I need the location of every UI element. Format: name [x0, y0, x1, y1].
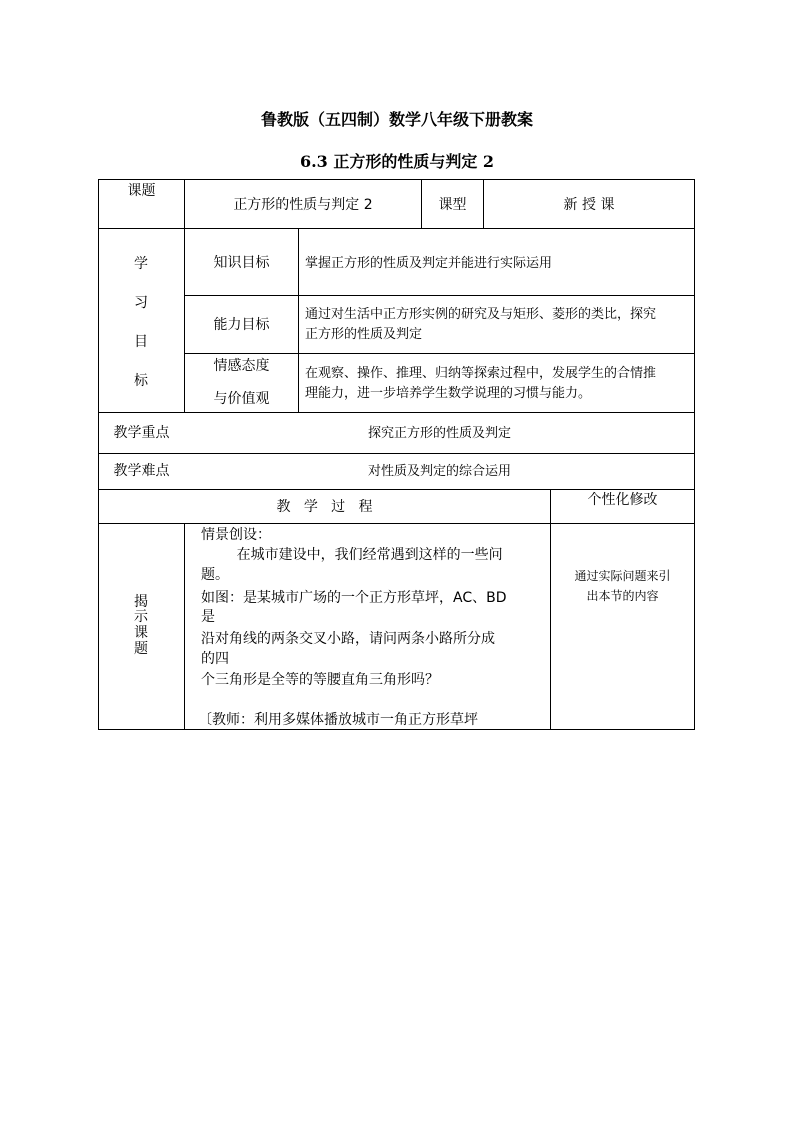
emotion-objective-line-1: 在观察、操作、推理、归纳等探索过程中，发展学生的合情推: [305, 366, 657, 381]
process-line: 的四: [201, 651, 229, 667]
knowledge-objective-label: 知识目标: [213, 255, 270, 271]
modify-note-line-1: 通过实际问题来引: [574, 569, 671, 583]
emotion-objective-label-line-1: 情感态度: [213, 358, 270, 374]
emotion-objective-line-2: 理能力，进一步培养学生数学说理的习惯与能力。: [305, 386, 592, 401]
process-line: 是: [201, 609, 215, 625]
ability-objective-line-2: 正方形的性质及判定: [305, 327, 423, 342]
process-line: 情景创设：: [201, 527, 271, 543]
modify-note-line-2: 出本节的内容: [586, 589, 659, 603]
emotion-objective-label-line-2: 与价值观: [213, 391, 270, 407]
objectives-label-char-3: 目: [134, 334, 148, 350]
type-value: 新 授 课: [563, 197, 615, 213]
row-divider-ability: [184, 353, 695, 354]
process-label-char-1: 揭: [134, 594, 148, 610]
row-divider-objectives: [98, 412, 695, 413]
topic-label: 课题: [127, 183, 156, 199]
row-divider-process-header: [98, 523, 695, 524]
document-title: 鲁教版（五四制）数学八年级下册教案: [260, 110, 533, 129]
process-header-label: 教 学 过 程: [276, 499, 373, 515]
table-border-left: [98, 179, 99, 730]
difficulty-text: 对性质及判定的综合运用: [367, 464, 511, 479]
process-line: 在城市建设中，我们经常遇到这样的一些问: [201, 547, 503, 563]
lesson-title: 6.3 正方形的性质与判定 2: [299, 152, 495, 171]
table-border-right: [694, 179, 695, 730]
row-divider-knowledge: [184, 295, 695, 296]
process-line: 沿对角线的两条交叉小路，请问两条小路所分成: [201, 631, 495, 647]
process-line: 〔教师：利用多媒体播放城市一角正方形草坪: [198, 712, 478, 728]
row-divider-header: [98, 228, 695, 229]
objectives-label-char-1: 学: [134, 256, 148, 272]
objectives-label-char-4: 标: [134, 373, 148, 389]
key-point-label: 教学重点: [113, 425, 170, 441]
process-label-char-2: 示: [134, 609, 148, 625]
process-label-char-3: 课: [134, 625, 148, 641]
process-line: 个三角形是全等的等腰直角三角形吗？: [201, 672, 439, 688]
row-divider-keypoint: [98, 453, 695, 454]
topic-value: 正方形的性质与判定 2: [233, 197, 373, 213]
table-border-bottom: [98, 729, 695, 730]
ability-objective-line-1: 通过对生活中正方形实例的研究及与矩形、菱形的类比，探究: [305, 307, 657, 322]
objectives-label-char-2: 习: [134, 295, 148, 311]
type-label: 课型: [438, 197, 467, 213]
process-line: 如图：是某城市广场的一个正方形草坪，AC、BD: [201, 590, 507, 606]
difficulty-label: 教学难点: [113, 463, 170, 479]
col-divider-modify: [550, 489, 551, 730]
modify-header-label: 个性化修改: [587, 492, 658, 508]
knowledge-objective-text: 掌握正方形的性质及判定并能进行实际运用: [305, 256, 553, 271]
process-line: 题。: [201, 567, 229, 583]
col-divider-process-label: [184, 523, 185, 730]
col-divider-objective-label: [298, 228, 299, 413]
key-point-text: 探究正方形的性质及判定: [367, 426, 511, 441]
table-border-top: [98, 179, 695, 180]
process-label-char-4: 题: [134, 641, 148, 657]
ability-objective-label: 能力目标: [213, 317, 270, 333]
